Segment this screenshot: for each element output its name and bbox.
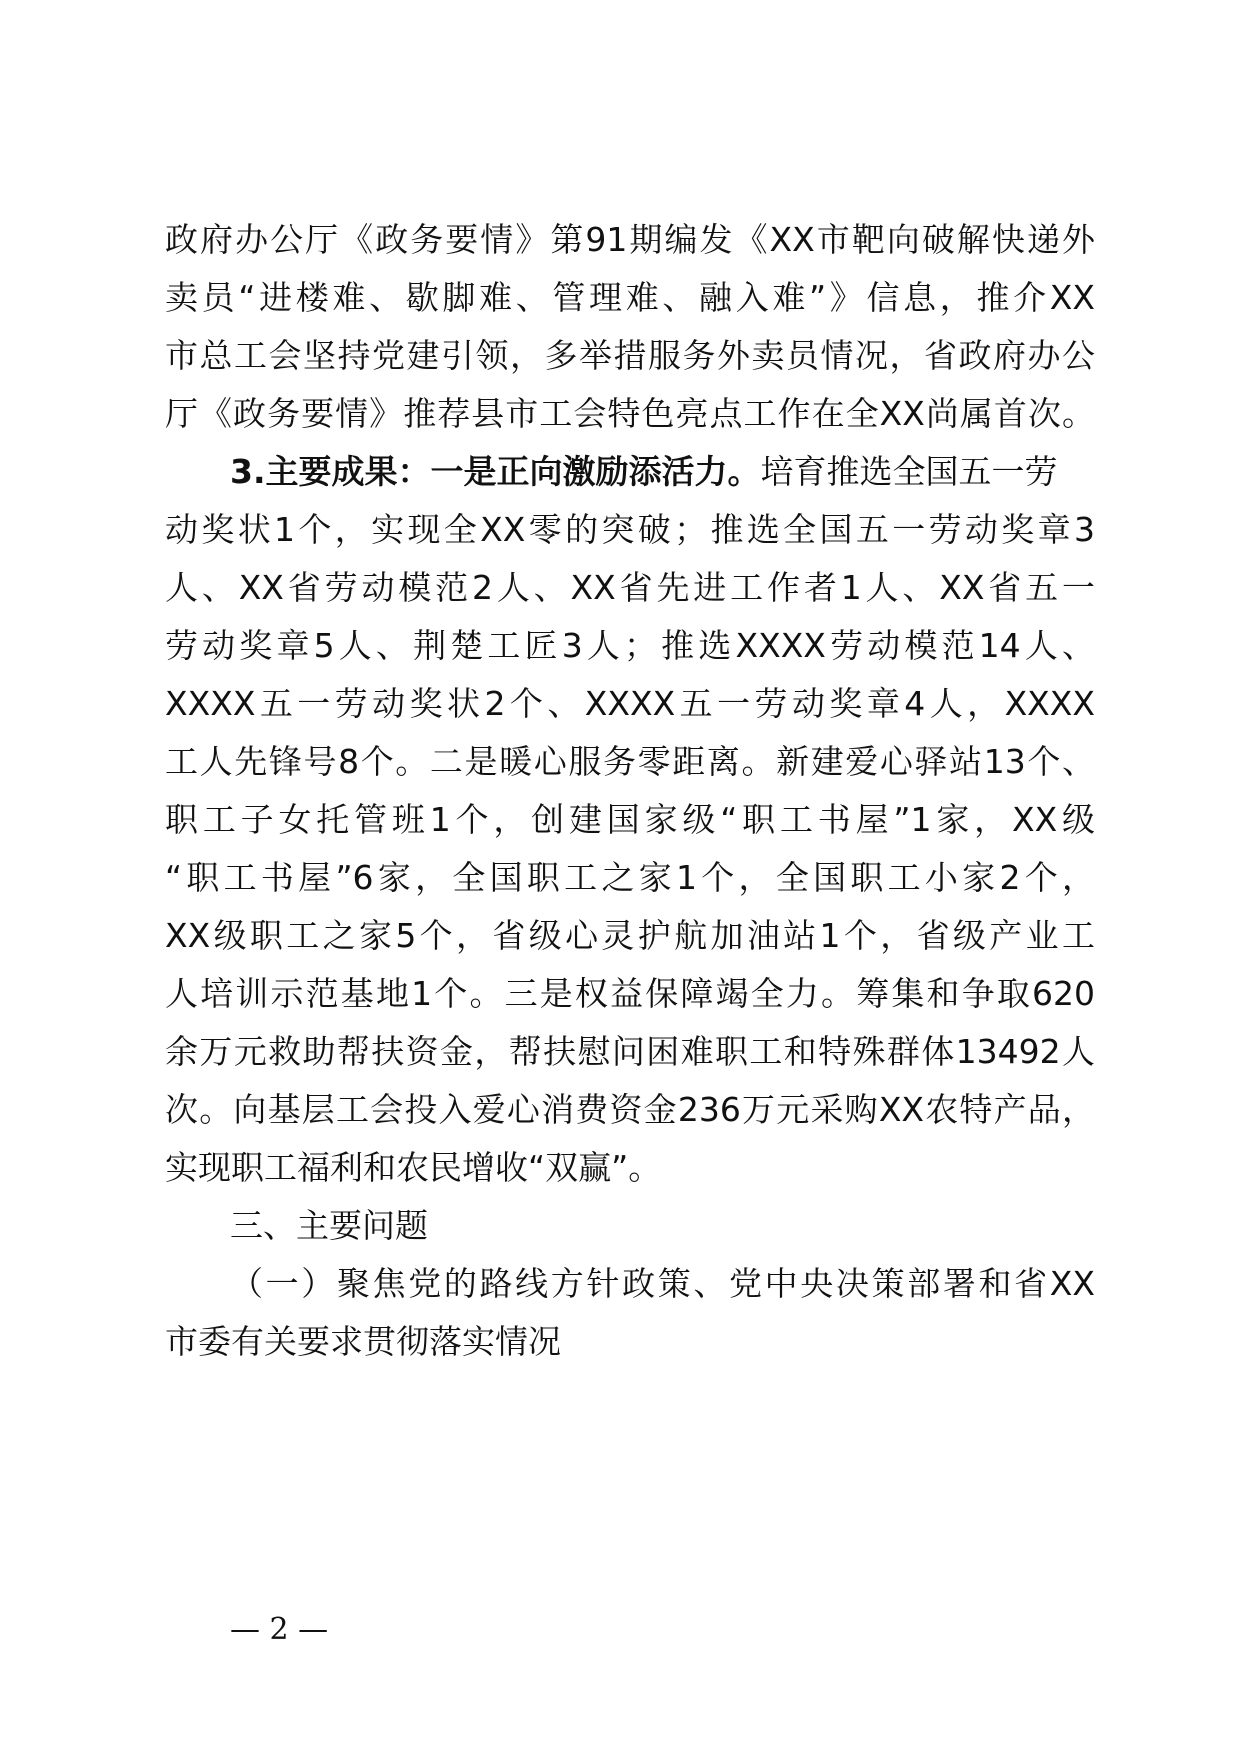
results-first-line-text: 培育推选全国五一劳 xyxy=(760,452,1058,491)
body-text-line: 职工子女托管班1个，创建国家级“职工书屋”1家，XX级 xyxy=(165,800,1095,839)
body-text-line: XXXX五一劳动奖状2个、XXXX五一劳动奖章4人，XXXX xyxy=(165,684,1095,723)
body-text-line: 次。向基层工会投入爱心消费资金236万元采购XX农特产品， xyxy=(165,1090,1095,1129)
body-text-line: 厅《政务要情》推荐县市工会特色亮点工作在全XX尚属首次。 xyxy=(165,394,1095,433)
body-text-line: 劳动奖章5人、荆楚工匠3人；推选XXXX劳动模范14人、 xyxy=(165,626,1095,665)
section-heading: 三、主要问题 xyxy=(230,1206,428,1245)
results-heading: 3.主要成果：一是正向激励添活力。 xyxy=(230,452,761,491)
subsection-heading-line: （一）聚焦党的路线方针政策、党中央决策部署和省XX xyxy=(230,1264,1095,1303)
page-number: — 2 — xyxy=(230,1612,329,1647)
body-text-line: 动奖状1个，实现全XX零的突破；推选全国五一劳动奖章3 xyxy=(165,510,1095,549)
body-text-line: 卖员“进楼难、歇脚难、管理难、融入难”》信息，推介XX xyxy=(165,278,1095,317)
body-text-line: 人培训示范基地1个。三是权益保障竭全力。筹集和争取620 xyxy=(165,974,1095,1013)
body-text-line: “职工书屋”6家，全国职工之家1个，全国职工小家2个， xyxy=(165,858,1095,897)
body-text-line: 余万元救助帮扶资金，帮扶慰问困难职工和特殊群体13492人 xyxy=(165,1032,1095,1071)
body-text-line: 工人先锋号8个。二是暖心服务零距离。新建爱心驿站13个、 xyxy=(165,742,1095,781)
body-text-line: 人、XX省劳动模范2人、XX省先进工作者1人、XX省五一 xyxy=(165,568,1095,607)
subsection-heading-line: 市委有关要求贯彻落实情况 xyxy=(165,1322,561,1361)
body-text-line: XX级职工之家5个，省级心灵护航加油站1个，省级产业工 xyxy=(165,916,1095,955)
results-first-line xyxy=(230,452,1095,492)
body-text-line: 实现职工福利和农民增收“双赢”。 xyxy=(165,1148,662,1187)
body-text-line: 政府办公厅《政务要情》第91期编发《XX市靶向破解快递外 xyxy=(165,220,1095,259)
body-text-line: 市总工会坚持党建引领，多举措服务外卖员情况，省政府办公 xyxy=(165,336,1095,375)
